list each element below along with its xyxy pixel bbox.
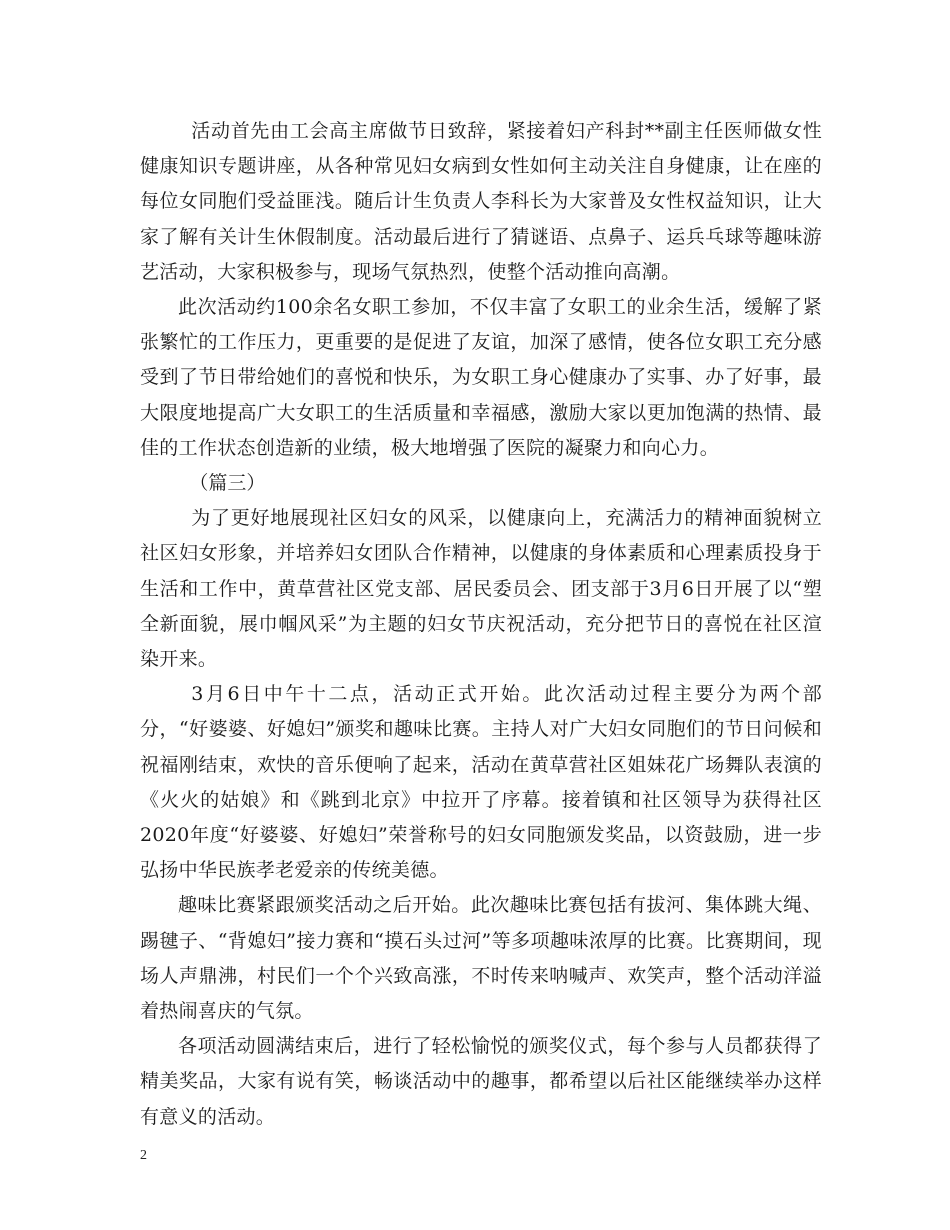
paragraph: 为了更好地展现社区妇女的风采，以健康向上，充满活力的精神面貌树立社区妇女形象，并培养妇女团队合作精神，以健康的身体素质和心理素质投身于生活和工作中，黄草营社区党支部、居民委员会、团支部于3月6日开展了以“塑全新面貌，展巾帼风采”为主题的妇女节庆祝活动，充分把节日的喜悦在社区渲染开来。 <box>140 507 822 671</box>
paragraph: 各项活动圆满结束后，进行了轻松愉悦的颁奖仪式，每个参与人员都获得了精美奖品，大家有说有笑，畅谈活动中的趣事，都希望以后社区能继续举办这样有意义的活动。 <box>140 1035 822 1128</box>
document-body <box>140 114 822 1135</box>
page-number: 2 <box>140 1148 147 1163</box>
paragraph: 此次活动约100余名女职工参加，不仅丰富了女职工的业余生活，缓解了紧张繁忙的工作压力，更重要的是促进了友谊，加深了感情，使各位女职工充分感受到了节日带给她们的喜悦和快乐，为女职工身心健康办了实事、办了好事，最大限度地提高广大女职工的生活质量和幸福感，激励大家以更加饱满的热情、最佳的工作状态创造新的业绩，极大地增强了医院的凝聚力和向心力。 <box>140 296 822 459</box>
paragraph: 活动首先由工会高主席做节日致辞，紧接着妇产科封**副主任医师做女性健康知识专题讲座，从各种常见妇女病到女性如何主动关注自身健康，让在座的每位女同胞们受益匪浅。随后计生负责人李科长为大家普及女性权益知识，让大家了解有关计生休假制度。活动最后进行了猜谜语、点鼻子、运兵乓球等趣味游艺活动，大家积极参与，现场气氛热烈，使整个活动推向高潮。 <box>140 120 822 283</box>
paragraph: 趣味比赛紧跟颁奖活动之后开始。此次趣味比赛包括有拔河、集体跳大绳、踢毽子、“背媳妇”接力赛和“摸石头过河”等多项趣味浓厚的比赛。比赛期间，现场人声鼎沸，村民们一个个兴致高涨，不时传来呐喊声、欢笑声，整个活动洋溢着热闹喜庆的气氛。 <box>140 894 822 1023</box>
section-title: （篇三） <box>189 472 266 495</box>
paragraph: 3月6日中午十二点，活动正式开始。此次活动过程主要分为两个部分，“好婆婆、好媳妇”颁奖和趣味比赛。主持人对广大妇女同胞们的节日问候和祝福刚结束，欢快的音乐便响了起来，活动在黄草营社区姐妹花广场舞队表演的《火火的姑娘》和《跳到北京》中拉开了序幕。接着镇和社区领导为获得社区2020年度“好婆婆、好媳妇”荣誉称号的妇女同胞颁发奖品，以资鼓励，进一步弘扬中华民族孝老爱亲的传统美德。 <box>140 683 822 882</box>
